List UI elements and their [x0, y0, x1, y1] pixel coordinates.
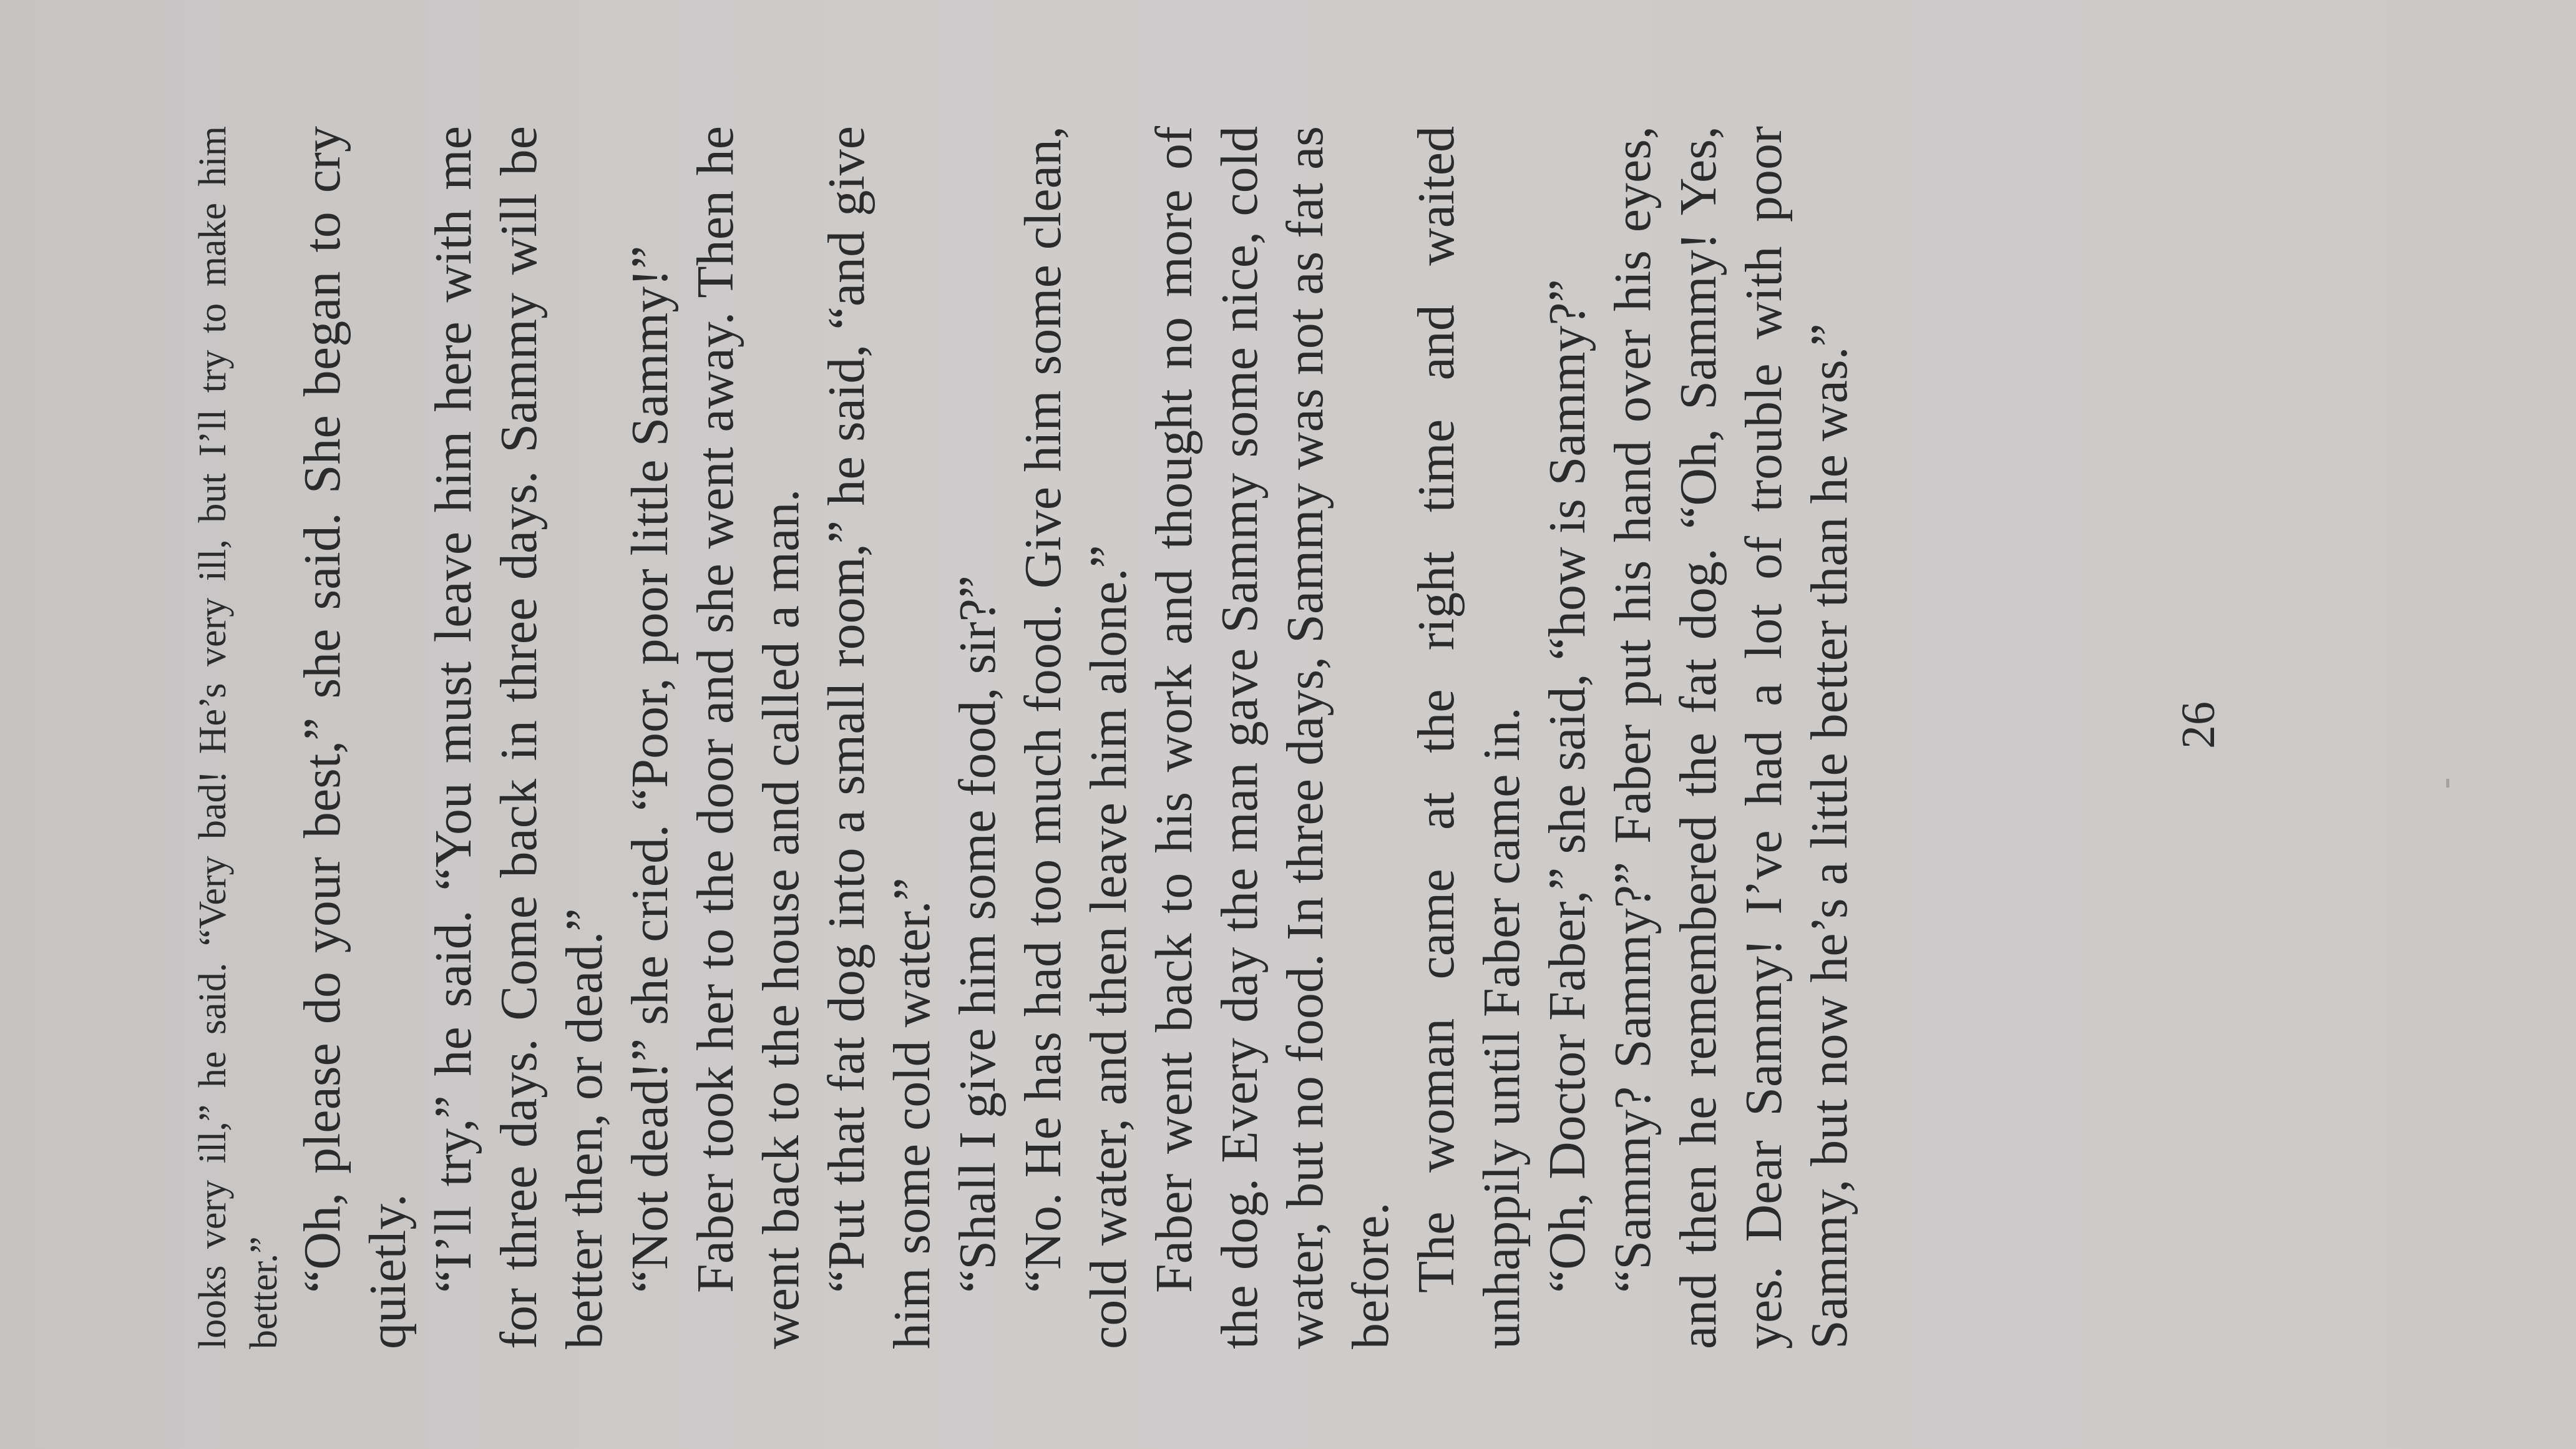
paragraph-7: “Shall I give him some food, sir?” — [949, 575, 1007, 1293]
paragraph-8: “No. He has had too much food. Give him some clean, cold water, and then leave him alone.” — [1014, 126, 1138, 1349]
paragraph-1: looks very ill,” he said. “Very bad! He’s very ill, but I’ll try to make him better.” — [192, 126, 285, 1349]
paragraph-5: Faber took her to the door and she went away. Then he went back to the house and called a man. — [686, 126, 810, 1349]
paragraph-2: “Oh, please do your best,” she said. She began to cry quietly. — [293, 126, 417, 1349]
paragraph-4: “Not dead!” she cried. “Poor, poor little Sammy!” — [621, 245, 679, 1293]
paragraph-6: “Put that fat dog into a small room,” he said, “and give him some cold water.” — [817, 126, 941, 1349]
paper-mark — [2446, 779, 2449, 788]
paragraph-11: “Oh, Doctor Faber,” she said, “how is Sammy?” — [1538, 279, 1596, 1293]
paragraph-10: The woman came at the right time and waited unhappily until Faber came in. — [1407, 126, 1531, 1349]
paragraph-9: Faber went back to his work and thought no more of the dog. Every day the man gave Sammy some nice, cold water, but no food. In three days, Sammy was not as fat as before. — [1145, 126, 1400, 1349]
body-text — [187, 126, 1862, 1349]
paragraph-3: “I’ll try,” he said. “You must leave him here with me for three days. Come back in three days. Sammy will be better then, or dead.” — [424, 126, 613, 1349]
page-number: 26 — [2172, 701, 2225, 749]
paragraph-12: “Sammy? Sammy?” Faber put his hand over his eyes, and then he remembered the fat dog. “Oh, Sammy! Yes, yes. Dear Sammy! I’ve had a lot of trouble with poor Sammy, but now he’s a little better than he was.” — [1604, 126, 1858, 1349]
